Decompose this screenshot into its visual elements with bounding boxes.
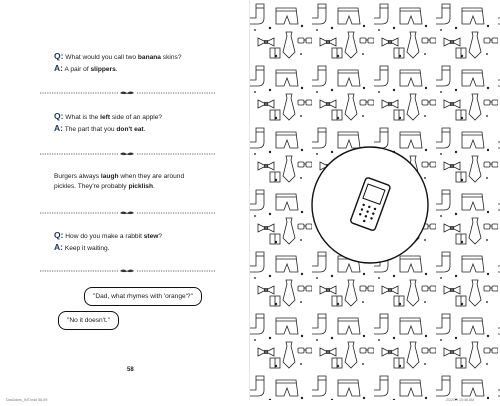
q-mark: Q: <box>54 51 64 61</box>
coloring-illustration <box>250 0 500 400</box>
footer-right: 2/22/19 10:46 AM <box>446 398 475 402</box>
joke-3-line-1 <box>54 172 224 182</box>
text: ? <box>158 233 163 240</box>
q-mark: Q: <box>54 230 64 240</box>
text: when they are around <box>118 173 185 180</box>
joke-3-line-2 <box>54 182 224 192</box>
joke-1-answer <box>54 63 214 75</box>
bold-word: picklish <box>128 183 153 190</box>
divider-mustache <box>40 90 215 96</box>
a-mark: A: <box>54 242 63 252</box>
divider-mustache <box>40 210 215 216</box>
text: pickles. They're probably <box>54 183 129 190</box>
joke-4-question <box>54 230 214 242</box>
bold-word: don't eat <box>116 126 144 133</box>
text: side of an apple? <box>110 114 163 121</box>
text: Keep it waiting. <box>64 245 110 252</box>
a-mark: A: <box>54 63 63 73</box>
joke-2 <box>54 111 214 135</box>
joke-4 <box>54 230 214 254</box>
page-number: 58 <box>127 367 134 373</box>
joke-1 <box>54 51 214 75</box>
joke-1-question <box>54 51 214 63</box>
bold-word: banana <box>137 54 161 61</box>
a-mark: A: <box>54 123 63 133</box>
text: Burgers always <box>54 173 101 180</box>
divider-mustache <box>40 151 215 157</box>
text: skins? <box>160 54 182 61</box>
bold-word: left <box>100 114 111 121</box>
speech-bubble-2: "No it doesn't." <box>58 311 119 330</box>
footer-left: DadJokes_INT.indd 58-59 <box>6 398 48 402</box>
joke-3 <box>54 172 224 192</box>
joke-2-answer <box>54 123 214 135</box>
text: . <box>115 66 118 73</box>
bold-word: laugh <box>100 173 119 180</box>
text: A pair of <box>64 66 91 73</box>
bold-word: slippers <box>90 66 116 73</box>
text: The part that you <box>64 126 117 133</box>
text: What would you call two <box>65 54 138 61</box>
bold-word: stew <box>143 233 159 240</box>
text: How do you make a rabbit <box>65 233 144 240</box>
divider-mustache <box>40 268 215 274</box>
joke-4-answer <box>54 242 214 254</box>
joke-2-question <box>54 111 214 123</box>
q-mark: Q: <box>54 111 64 121</box>
text: . <box>143 126 146 133</box>
text: What is the <box>65 114 101 121</box>
text: . <box>153 183 155 190</box>
speech-bubble-1: "Dad, what rhymes with 'orange'?" <box>84 287 202 306</box>
